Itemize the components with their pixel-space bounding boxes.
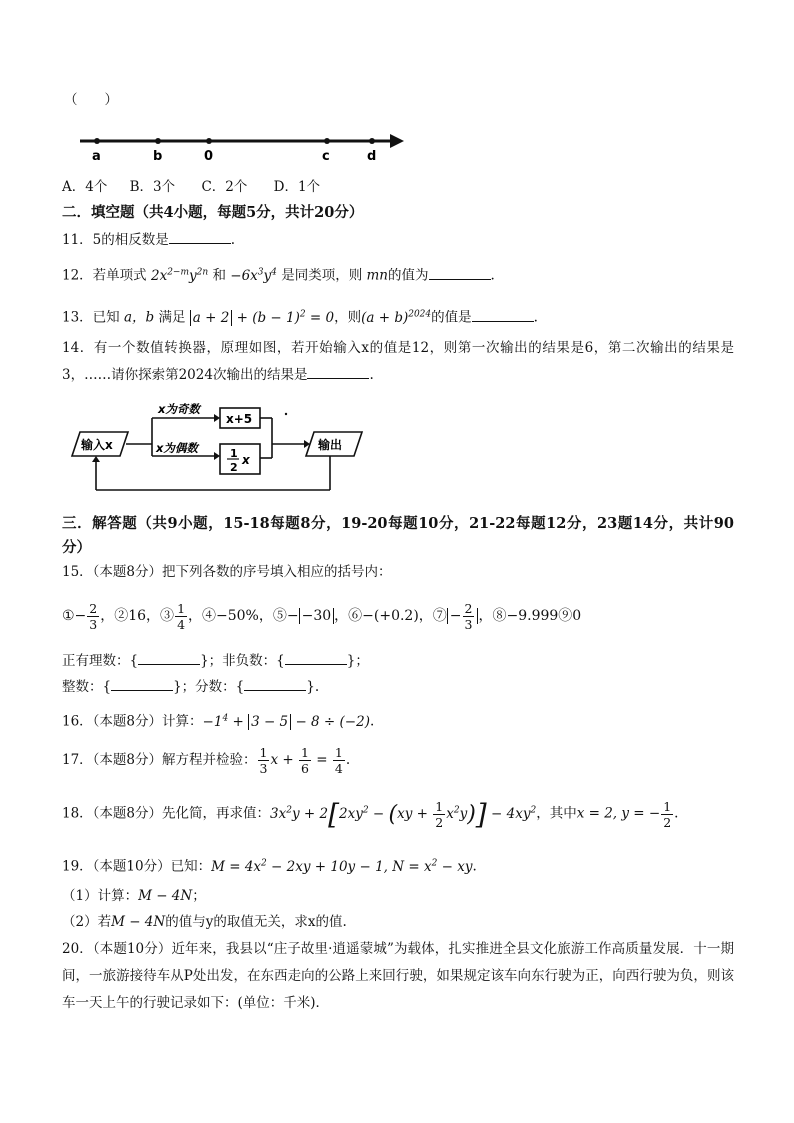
fraction-blank: [244, 676, 306, 691]
converter-diagram: [66, 398, 366, 498]
q16: 16．（本题8分）计算：$-1^4 + 3 - 5 - 8 \div (-2)$.: [62, 713, 375, 730]
positive-rational-blank: [138, 650, 200, 665]
q19-part2: （2）若M − 4N的值与y的取值无关，求x的值.: [62, 914, 347, 930]
q15-cat-row2: 整数：{ }；分数：{ }.: [62, 676, 319, 697]
q10-options: [62, 177, 320, 197]
section2-heading: 二．填空题（共4小题，每题5分，共计20分）: [62, 204, 364, 221]
option-c: C．2个: [201, 179, 248, 195]
q14: 14．有一个数值转换器，原理如图，若开始输入x的值是12，则第一次输出的结果是6，第二次输出的结果是3，……请你探索第2024次输出的结果是 .: [62, 340, 734, 383]
number-line: [78, 130, 408, 164]
numberline-label-a: a: [92, 149, 101, 164]
plus-five-label: x+5: [226, 412, 253, 426]
q19-part1: （1）计算：M − 4N；: [62, 888, 206, 904]
numberline-label-0: 0: [204, 149, 214, 164]
option-d: D．1个: [273, 179, 321, 195]
even-label: x为偶数: [156, 441, 198, 455]
section3-heading: 三．解答题（共9小题，15-18每题8分，19-20每题10分，21-22每题12分，23题14分，共计90分）: [62, 515, 734, 556]
half-var: x: [242, 453, 250, 467]
numberline-label-b: b: [153, 149, 163, 164]
answer-paren: （ ）: [64, 92, 118, 108]
numberline-label-d: d: [367, 149, 377, 164]
odd-label: x为奇数: [158, 402, 200, 416]
numberline-label-c: c: [322, 149, 330, 164]
q14-blank: [307, 364, 369, 379]
q12: 12．若单项式 $2x^{2-m}y^{2n}$ 和 $-6x^3y^4$ 是同类项，则 mn的值为 .: [62, 262, 495, 286]
q13-blank: [472, 307, 534, 322]
q17: 17．（本题8分）解方程并检验： $\frac{1}{3}$ x + $\frac{1}{6}$ = $\frac{1}{4}$ .: [62, 745, 351, 776]
q13: 13．已知 a，b 满足 $a + 2 + (b - 1)^2 = 0$，则$(a + b)^{2024}$的值是 .: [62, 304, 538, 328]
q18: 18．（本题8分）先化简，再求值：$3x^2y + 2[2xy^2 - (xy$ + $\frac{1}{2}$ $x^2y)] - 4xy^2$，其中x = 2, y = − $\frac{1}{2}$ .: [62, 797, 679, 831]
q11-blank: [169, 229, 231, 244]
nonnegative-blank: [285, 650, 347, 665]
option-a: A．4个: [62, 179, 108, 195]
input-label: 输入x: [81, 438, 113, 452]
q11: 11．5的相反数是 .: [62, 229, 235, 250]
q19: 19．（本题10分）已知：$M = 4x^2 - 2xy + 10y - 1$, $N = x^2$ − xy.: [62, 858, 477, 875]
q20: 20．（本题10分）近年来，我县以“庄子故里·逍遥蒙城”为载体，扎实推进全县文化旅游工作高质量发展．十一期间，一旅游接待车从P处出发，在东西走向的公路上来回行驶，如果规定该车向东行驶为正，向西行驶为负，则该车一天上午的行驶记录如下：(单位：千米)．: [62, 941, 734, 1011]
option-b: B．3个: [129, 179, 176, 195]
q12-blank: [429, 265, 491, 280]
half-box: [220, 444, 260, 474]
output-label: 输出: [318, 438, 343, 452]
half-denominator: 2: [230, 461, 238, 474]
q15-prompt: 15．（本题8分）把下列各数的序号填入相应的括号内：: [62, 564, 392, 580]
q15-cat-row1: 正有理数：{ }；非负数：{ }；: [62, 650, 369, 671]
half-numerator: 1: [230, 447, 238, 460]
integer-blank: [111, 676, 173, 691]
q15-numbers: ①− $\frac{2}{3}$ ，②16，③ $\frac{1}{4}$ ，④−50%，⑤− −30 ，⑥−(+0.2)，⑦ − $\frac{2}{3}$ ，⑧−9.999⑨0: [62, 600, 582, 632]
